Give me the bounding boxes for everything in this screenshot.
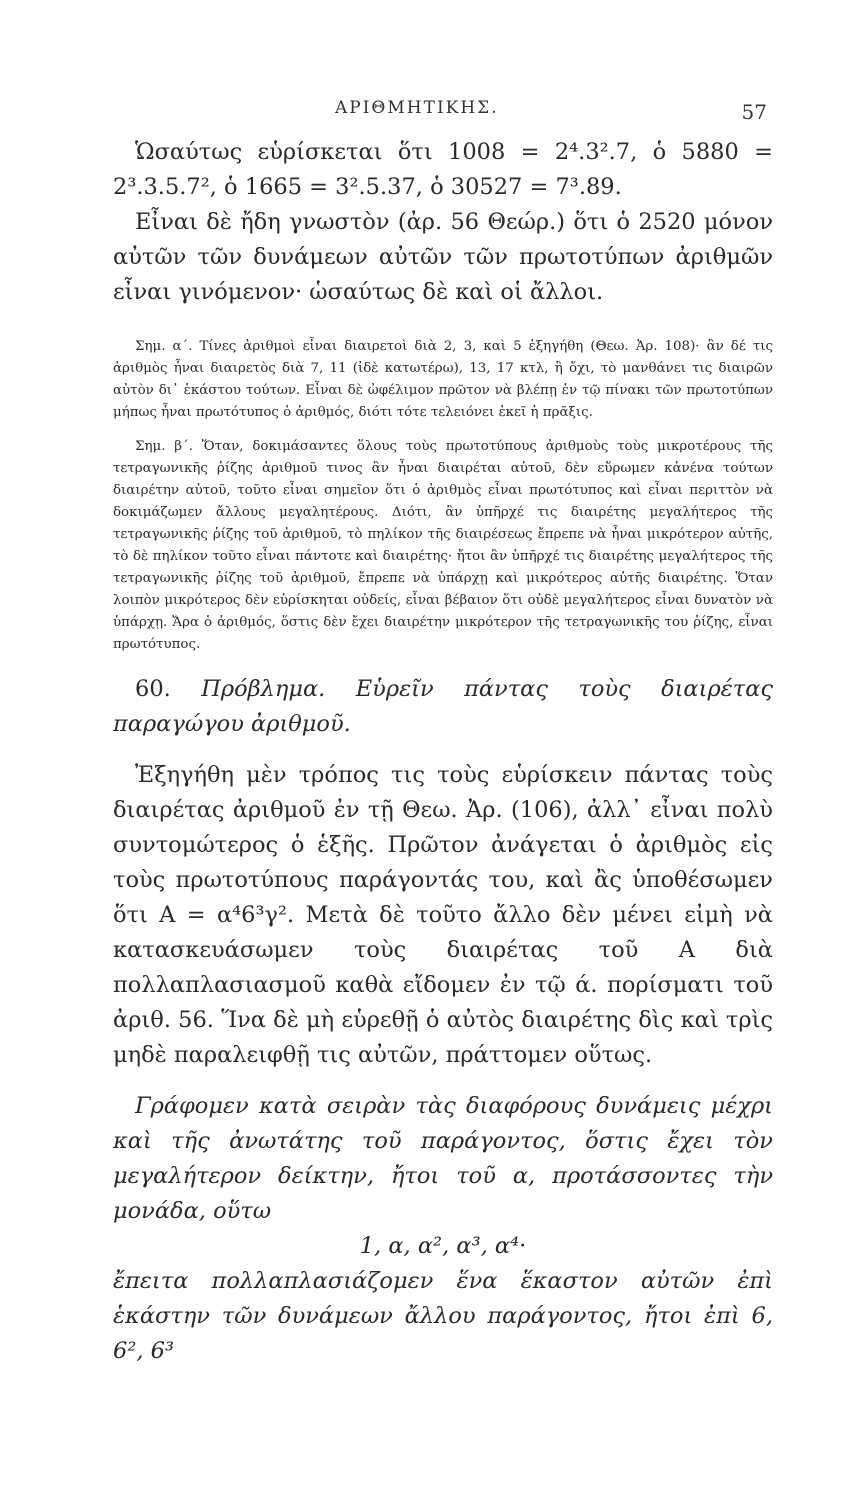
paragraph-factorizations: Ὡσαύτως εὑρίσκεται ὅτι 1008 = 2⁴.3².7, ὁ 5880 = 2³.3.5.7², ὁ 1665 = 3².5.37, ὁ 30527 = 7³.89. xyxy=(113,139,773,200)
note-second: Σημ. β΄. Ὅταν, δοκιμάσαντες ὅλους τοὺς πρωτοτύπους ἀριθμοὺς τοὺς μικροτέρους τῆς τετραγωνικῆς ῥίζης ἀριθμοῦ τινος ἂν ἦναι διαιρέται αὐτοῦ, δὲν εὕρωμεν κἀνένα τούτων διαιρέτην αὐτοῦ, τοῦτο εἶναι σημεῖον ὅτι ὁ ἀριθμὸς εἶναι πρωτότυπος καὶ εἶναι περιττὸν νὰ δοκιμάζωμεν ἄλλους μεγαλητέρους. Διότι, ἂν ὑπῆρχέ τις διαιρέτης μεγαλήτερος τῆς τετραγωνικῆς ῥίζης τοῦ ἀριθμοῦ, τὸ πηλίκον τῆς διαιρέσεως ἔπρεπε νὰ ἦναι μικρότερον αὐτῆς, τὸ δὲ πηλίκον τοῦτο εἶναι πάντοτε καὶ διαιρέτης· ἤτοι ἂν ὑπῆρχέ τις διαιρέτης μεγαλήτερος τῆς τετραγωνικῆς ῥίζης τοῦ ἀριθμοῦ, ἔπρεπε νὰ ὑπάρχῃ καὶ μικρότερος αὐτῆς διαιρέτης. Ὅταν λοιπὸν μικρότερος δὲν εὑρίσκηται οὐδείς, εἶναι βέβαιον ὅτι οὐδὲ μεγαλήτερος εἶναι δυνατὸν νὰ ὑπάρχῃ. Ἄρα ὁ ἀριθμός, ὅστις δὲν ἔχει διαιρέτην μικρότερον τῆς τετραγωνικῆς του ῥίζης, εἶναι πρωτότυπος. xyxy=(113,439,773,652)
problem-number: 60. xyxy=(135,676,171,702)
body-text xyxy=(113,135,773,1369)
running-title: ΑΡΙΘΜΗΤΙΚΗΣ. xyxy=(335,98,499,118)
note-first: Σημ. α΄. Τίνες ἀριθμοὶ εἶναι διαιρετοὶ διὰ 2, 3, καὶ 5 ἐξηγήθη (Θεω. Ἀρ. 108)· ἂν δέ τις ἀριθμὸς ἦναι διαιρετὸς διὰ 7, 11 (ἰδὲ κατωτέρω), 13, 17 κτλ, ἢ ὄχι, τὸ μανθάνει τις διαιρῶν αὐτὸν δι᾽ ἑκάστου τούτων. Εἶναι δὲ ὠφέλιμον πρῶτον νὰ βλέπῃ ἐν τῷ πίνακι τῶν πρωτοτύπων μήπως ἦναι πρωτότυπος ὁ ἀριθμός, διότι τότε τελειόνει ἐκεῖ ἡ πρᾶξις. xyxy=(113,339,773,420)
paragraph-multiply: ἔπειτα πολλαπλασιάζομεν ἕνα ἕκαστον αὐτῶν ἐπὶ ἑκάστην τῶν δυνάμεων ἄλλου παράγοντος, ἤτοι ἐπὶ 6, 6², 6³ xyxy=(113,1268,773,1364)
problem-heading xyxy=(113,672,773,742)
running-head xyxy=(0,98,867,124)
powers-sequence: 1, α, α², α³, α⁴· xyxy=(359,1233,527,1259)
page-number: 57 xyxy=(741,100,767,124)
paragraph-method: Ἐξηγήθη μὲν τρόπος τις τοὺς εὑρίσκειν πάντας τοὺς διαιρέτας ἀριθμοῦ ἐν τῇ Θεω. Ἀρ. (106), ἀλλ᾽ εἶναι πολὺ συντομώτερος ὁ ἑξῆς. Πρῶτον ἀνάγεται ὁ ἀριθμὸς εἰς τοὺς πρωτοτύπους παράγοντάς του, καὶ ἂς ὑποθέσωμεν ὅτι Α = α⁴6³γ². Μετὰ δὲ τοῦτο ἄλλο δὲν μένει εἰμὴ νὰ κατασκευάσωμεν τοὺς διαιρέτας τοῦ Α διὰ πολλαπλασιασμοῦ καθὰ εἴδομεν ἐν τῷ ά. πορίσματι τοῦ ἀριθ. 56. Ἵνα δὲ μὴ εὑρεθῇ ὁ αὐτὸς διαιρέτης δὶς καὶ τρὶς μηδὲ παραλειφθῇ τις αὐτῶν, πράττομεν οὕτως. xyxy=(113,762,773,1068)
paragraph-powers-intro: Γράφομεν κατὰ σειρὰν τὰς διαφόρους δυνάμεις μέχρι καὶ τῆς ἀνωτάτης τοῦ παράγοντος, ὅστις ἔχει τὸν μεγαλήτερον δείκτην, ἤτοι τοῦ α, προτάσσοντες τὴν μονάδα, οὕτω xyxy=(113,1093,773,1224)
paragraph-known-theorem: Εἶναι δὲ ἤδη γνωστὸν (ἀρ. 56 Θεώρ.) ὅτι ὁ 2520 μόνον αὐτῶν τῶν δυνάμεων αὐτῶν τῶν πρωτοτύπων ἀριθμῶν εἶναι γινόμενον· ὡσαύτως δὲ καὶ οἱ ἄλλοι. xyxy=(113,209,773,305)
problem-statement: Πρόβλημα. Εὑρεῖν πάντας τοὺς διαιρέτας παραγώγου ἀριθμοῦ. xyxy=(113,676,773,737)
